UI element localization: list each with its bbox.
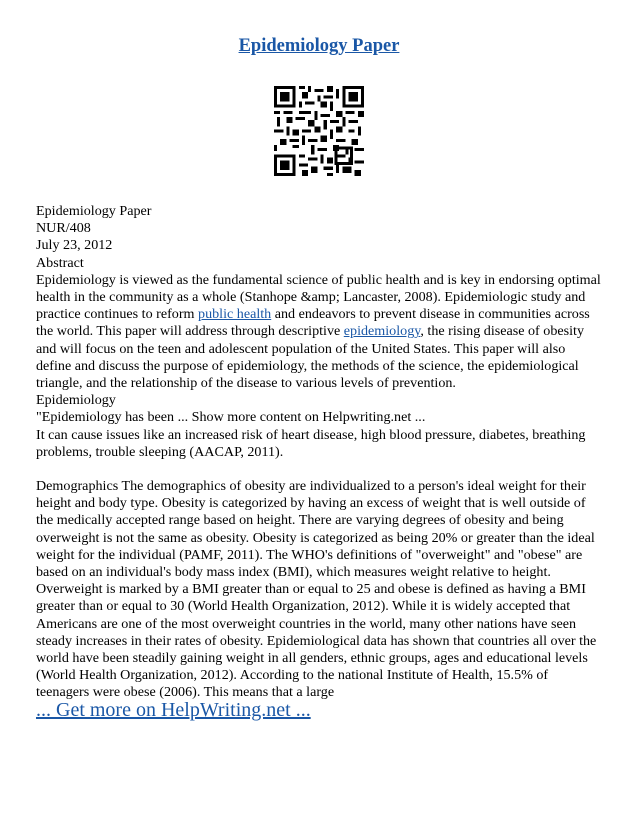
page-title[interactable]: Epidemiology Paper: [238, 36, 400, 56]
doc-title-line: Epidemiology Paper: [36, 203, 152, 219]
abstract-text-3: , the rising disease of obesity and will focus on the teen and adolescent population of the United States. This paper will also define and discuss the purpose of epidemiology, the methods of the science, the epidemiological triangle, and the relationship of the disease to various levels of prevention.: [36, 323, 584, 392]
abstract-paragraph: [36, 272, 604, 392]
abstract-heading: Abstract: [36, 254, 84, 271]
document-body: [36, 203, 604, 702]
paragraph-gap: [36, 461, 604, 478]
demographics-paragraph: Demographics The demographics of obesity are individualized to a person's ideal weight for their height and body type. Obesity is categorized by having an excess of weight that is well outside of the medically accepted range based on height. There are varying degrees of obesity and being overweight is not the same as obesity. Obesity is categorized as being 20% or greater than the ideal weight for the individual (PAMF, 2011). The WHO's definitions of "overweight" and "obese" are based on an individual's body mass index (BMI), which measures weight relative to height. Overweight is marked by a BMI greater than or equal to 25 and obese is defined as having a BMI greater than or equal to 30 (World Health Organization, 2012). While it is widely accepted that Americans are one of the most overweight countries in the world, many other nations have seen steady increases in their rates of obesity. Epidemiological data has shown that countries all over the world have been steadily gaining weight in all genders, ethnic groups, ages and educational levels (World Health Organization, 2012). According to the national Institute of Health, 15.5% of teenagers were obese (2006). This means that a large: [36, 478, 597, 701]
get-more-link[interactable]: ... Get more on HelpWriting.net ...: [36, 699, 311, 721]
abstract-text-1: Epidemiology is viewed as the fundamental science of public health and is key in endorsing optimal health in the community as a whole (Stanhope &amp; Lancaster, 2008). Epidemiologic study and practice continues to reform: [36, 271, 601, 323]
epidemiology-link[interactable]: epidemiology: [343, 323, 421, 340]
doc-date: July 23, 2012: [36, 237, 113, 254]
show-more-quote: "Epidemiology has been ... Show more content on Helpwriting.net ...: [36, 409, 426, 426]
abstract-text-2: and endeavors to prevent disease in communities across the world. This paper will address through descriptive: [36, 306, 590, 340]
course-code: NUR/408: [36, 220, 91, 237]
risk-paragraph: It can cause issues like an increased risk of heart disease, high blood pressure, diabetes, breathing problems, trouble sleeping (AACAP, 2011).: [36, 426, 586, 460]
section-heading-epidemiology: Epidemiology: [36, 392, 116, 409]
public-health-link[interactable]: public health: [198, 306, 272, 323]
qr-code-icon: [274, 86, 364, 176]
